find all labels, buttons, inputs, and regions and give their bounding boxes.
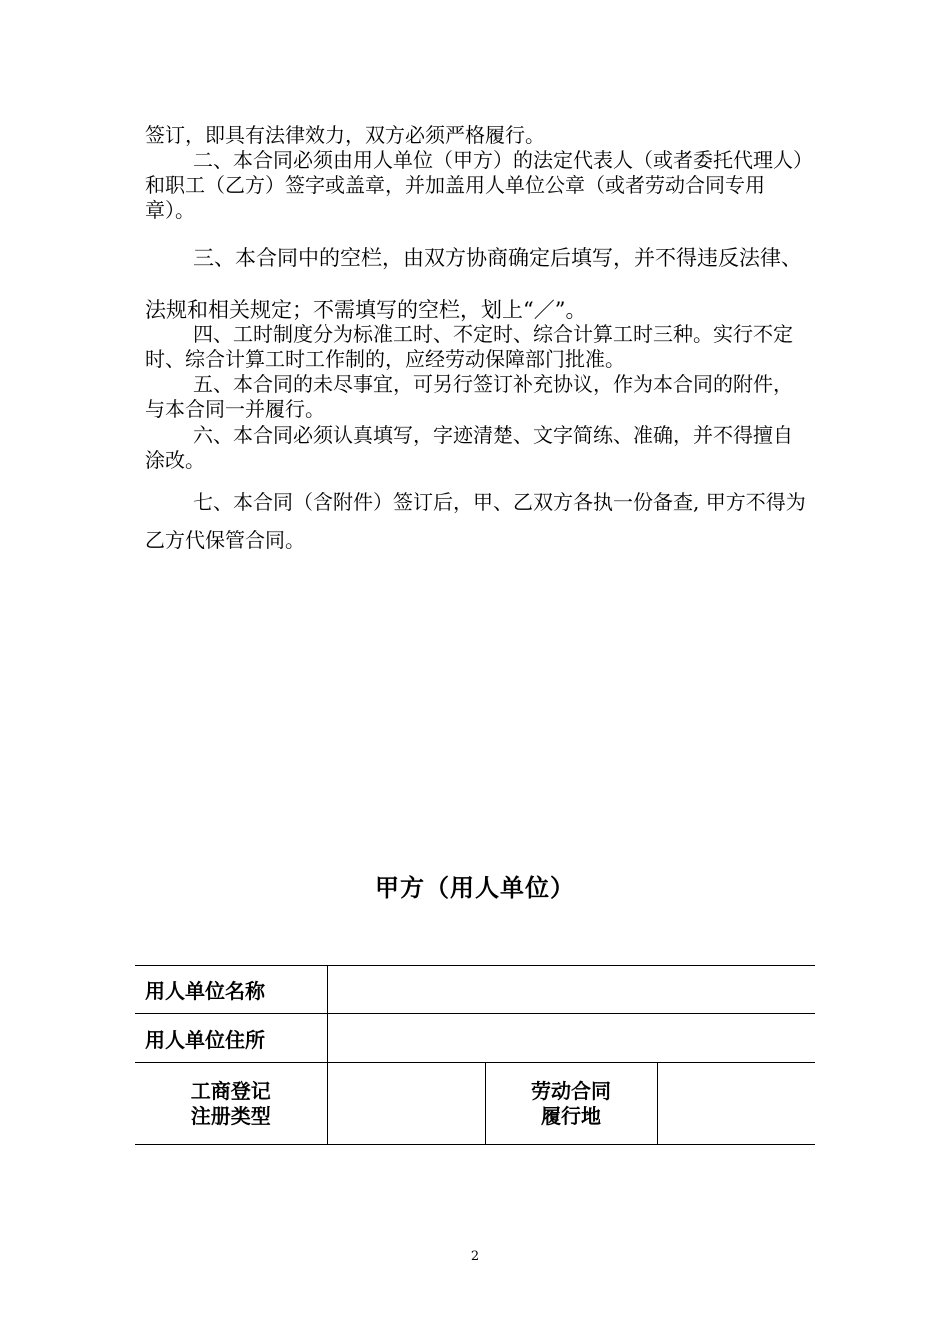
table-row: [135, 1014, 815, 1063]
registration-type-label: [135, 1063, 327, 1145]
employer-info-table: [135, 965, 815, 1145]
registration-type-label-line2: 注册类型: [190, 1103, 271, 1128]
paragraph-1: 签订，即具有法律效力，双方必须严格履行。: [145, 123, 545, 147]
employer-name-label: 用人单位名称: [135, 966, 327, 1014]
paragraph-2: 二、本合同必须由用人单位（甲方）的法定代表人（或者委托代理人）和职工（乙方）签字或盖章，并加盖用人单位公章（或者劳动合同专用章）。: [145, 148, 803, 222]
table-row: [135, 1063, 815, 1145]
employer-address-label: 用人单位住所: [135, 1014, 327, 1063]
section-title: 甲方（用人单位）: [375, 874, 575, 902]
employer-name-field[interactable]: [327, 966, 815, 1014]
contract-place-label-line1: 劳动合同: [531, 1078, 611, 1103]
paragraph-5: 五、本合同的未尽事宜，可另行签订补充协议，作为本合同的附件，与本合同一并履行。: [145, 372, 793, 421]
registration-type-label-line1: 工商登记: [190, 1078, 271, 1103]
paragraph-7: 七、本合同（含附件）签订后，甲、乙双方各执一份备查, 甲方不得为乙方代保管合同。: [145, 490, 806, 552]
table-row: [135, 966, 815, 1014]
paragraph-4: 四、工时制度分为标准工时、不定时、综合计算工时三种。实行不定时、综合计算工时工作制的，应经劳动保障部门批准。: [145, 322, 793, 371]
paragraph-3: 三、本合同中的空栏，由双方协商确定后填写，并不得违反法律、法规和相关规定；不需填写的空栏，划上“／”。: [145, 246, 802, 322]
contract-place-field[interactable]: [657, 1063, 815, 1145]
page-number: 2: [470, 1249, 480, 1264]
registration-type-field[interactable]: [327, 1063, 485, 1145]
contract-place-label-line2: 履行地: [541, 1103, 601, 1128]
paragraph-6: 六、本合同必须认真填写，字迹清楚、文字简练、准确，并不得擅自涂改。: [145, 423, 793, 472]
contract-place-label: [485, 1063, 657, 1145]
employer-address-field[interactable]: [327, 1014, 815, 1063]
